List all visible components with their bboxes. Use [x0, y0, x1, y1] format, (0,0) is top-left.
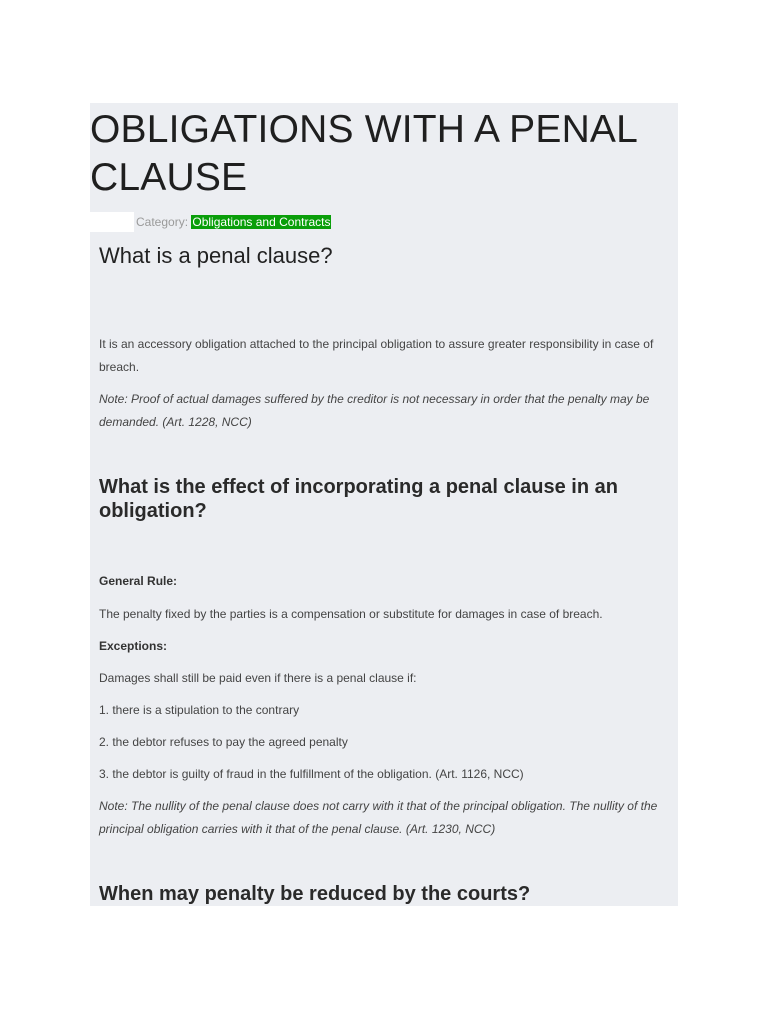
penal-clause-note: [99, 388, 679, 434]
exceptions-label: [99, 635, 679, 658]
general-rule-label-text: General Rule:: [99, 574, 178, 588]
definition-text: It is an accessory obligation attached to the principal obligation to assure greater responsibility in case of breach.: [99, 337, 654, 374]
exceptions-label-text: Exceptions:: [99, 639, 168, 653]
category-label: Category:: [136, 215, 189, 229]
list-item: [99, 731, 679, 754]
category-spacer: [90, 212, 134, 232]
category-row: [136, 214, 331, 230]
list-item: [99, 699, 679, 722]
exceptions-intro: [99, 667, 679, 690]
nullity-note: [99, 795, 679, 841]
penal-clause-definition: [99, 333, 679, 379]
general-rule-text: [99, 603, 679, 626]
general-rule-label: [99, 570, 679, 593]
note-text: Note: Proof of actual damages suffered by the creditor is not necessary in order that the penalty may be demanded. (Art. 1228, NCC): [99, 392, 650, 429]
nullity-note-text: Note: The nullity of the penal clause does not carry with it that of the principal obligation. The nullity of the principal obligation carries with it that of the penal clause. (Art. 1230, NCC): [99, 799, 658, 836]
list-item: [99, 763, 679, 786]
exception-item-1: 1. there is a stipulation to the contrary: [99, 703, 300, 717]
exception-item-2: 2. the debtor refuses to pay the agreed penalty: [99, 735, 348, 749]
section-heading: When may penalty be reduced by the courts?: [99, 883, 531, 905]
article-title: OBLIGATIONS WITH A PENAL CLAUSE: [90, 108, 637, 199]
section-heading-reduction: [99, 882, 679, 906]
exception-item-3: 3. the debtor is guilty of fraud in the fulfillment of the obligation. (Art. 1126, NCC): [99, 767, 524, 781]
category-link[interactable]: Obligations and Contracts: [192, 215, 331, 229]
section-heading: What is the effect of incorporating a penal clause in an obligation?: [99, 476, 618, 522]
general-rule-body: The penalty fixed by the parties is a compensation or substitute for damages in case of breach.: [99, 607, 603, 621]
section-heading-penal-clause: [99, 243, 679, 269]
section-heading-effect: [99, 475, 679, 523]
section-heading: What is a penal clause?: [99, 243, 333, 268]
exceptions-intro-text: Damages shall still be paid even if there is a penal clause if:: [99, 671, 417, 685]
